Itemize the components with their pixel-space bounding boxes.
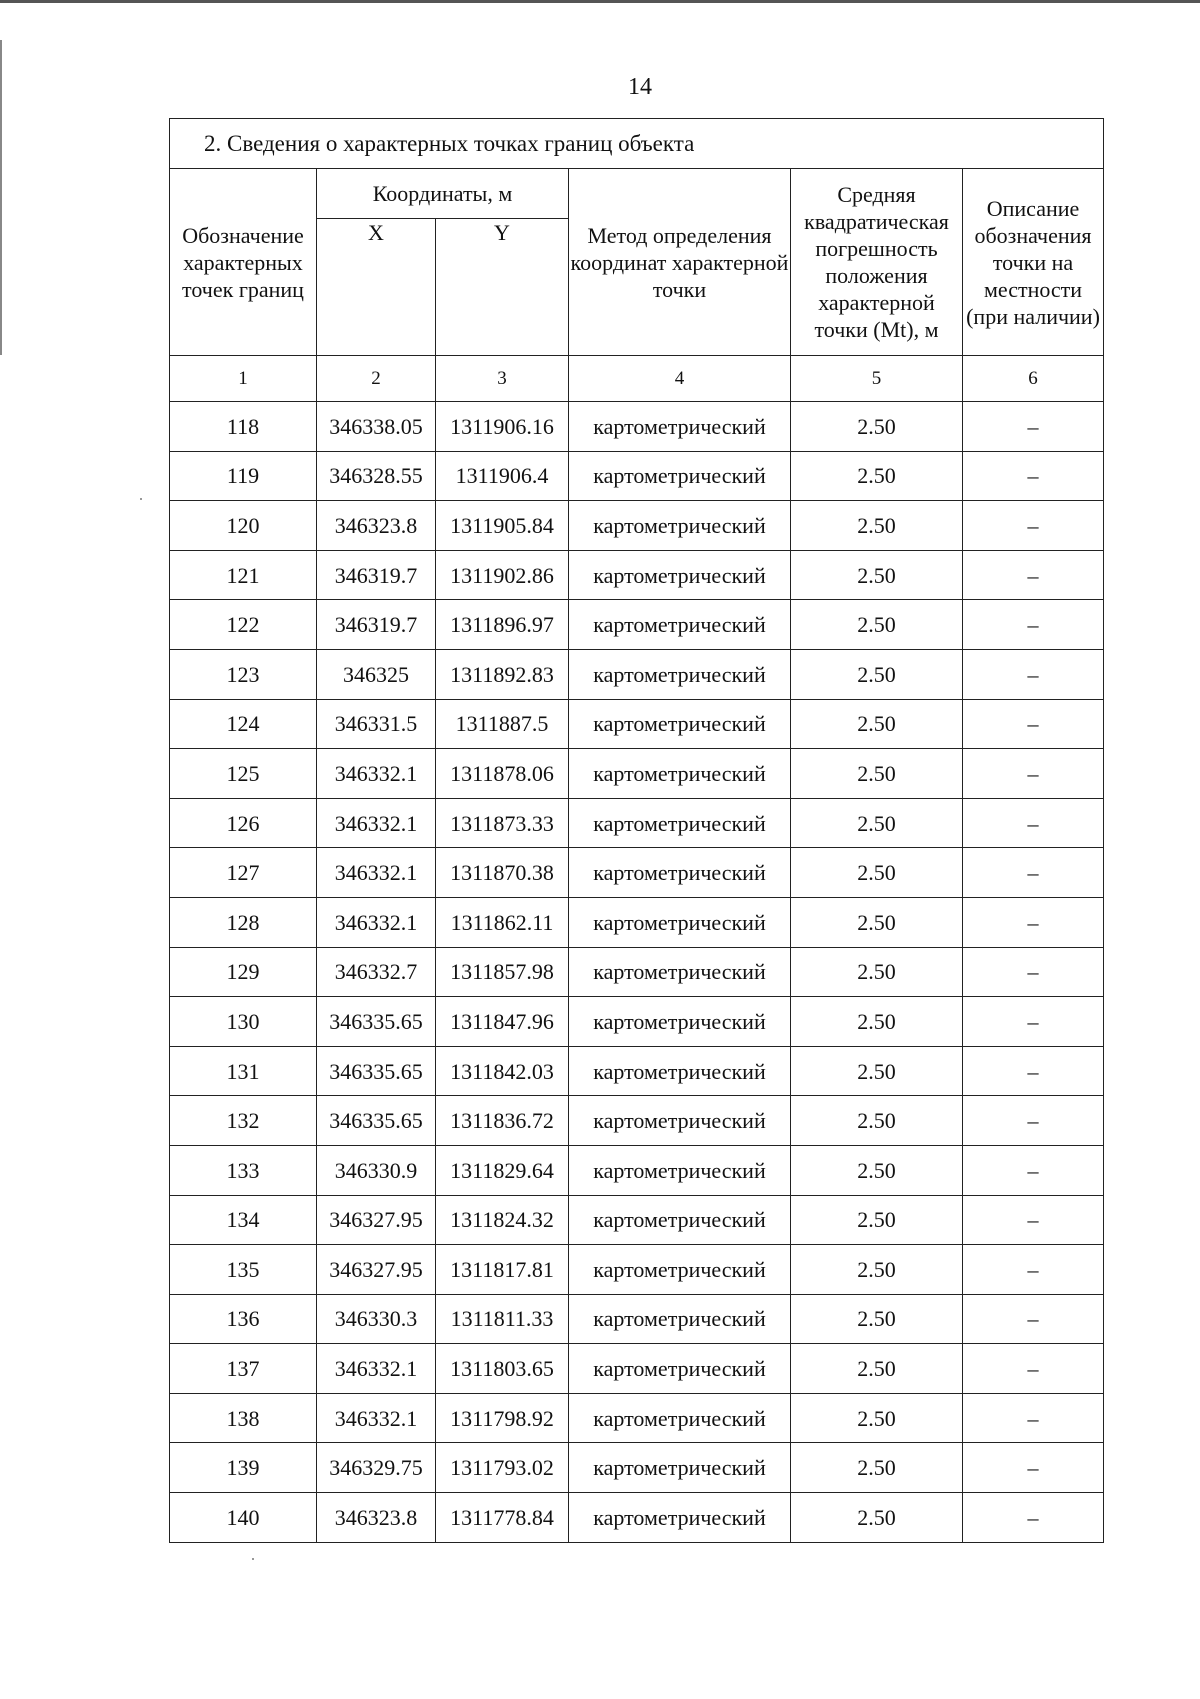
cell-x: 346327.95 <box>317 1245 436 1295</box>
cell-x: 346332.1 <box>317 848 436 898</box>
table-row <box>170 600 1104 650</box>
table-row <box>170 1393 1104 1443</box>
table-row <box>170 1493 1104 1543</box>
cell-x: 346335.65 <box>317 1046 436 1096</box>
cell-y: 1311906.4 <box>436 451 569 501</box>
cell-error: 2.50 <box>791 1245 963 1295</box>
cell-x: 346330.3 <box>317 1294 436 1344</box>
cell-y: 1311811.33 <box>436 1294 569 1344</box>
cell-method: картометрический <box>569 550 791 600</box>
cell-y: 1311887.5 <box>436 699 569 749</box>
cell-description: – <box>963 897 1104 947</box>
table-row <box>170 1294 1104 1344</box>
scan-speck <box>140 498 142 500</box>
cell-error: 2.50 <box>791 649 963 699</box>
cell-x: 346332.1 <box>317 798 436 848</box>
cell-point: 132 <box>170 1096 317 1146</box>
table-row <box>170 1195 1104 1245</box>
cell-error: 2.50 <box>791 1096 963 1146</box>
column-number: 2 <box>317 356 436 402</box>
cell-error: 2.50 <box>791 600 963 650</box>
cell-method: картометрический <box>569 1294 791 1344</box>
cell-y: 1311836.72 <box>436 1096 569 1146</box>
cell-method: картометрический <box>569 600 791 650</box>
cell-point: 130 <box>170 997 317 1047</box>
cell-method: картометрический <box>569 1344 791 1394</box>
page-number: 14 <box>628 74 652 100</box>
cell-method: картометрический <box>569 402 791 452</box>
cell-description: – <box>963 1393 1104 1443</box>
cell-method: картометрический <box>569 848 791 898</box>
cell-error: 2.50 <box>791 1393 963 1443</box>
cell-error: 2.50 <box>791 798 963 848</box>
column-number: 4 <box>569 356 791 402</box>
cell-error: 2.50 <box>791 1145 963 1195</box>
cell-point: 135 <box>170 1245 317 1295</box>
cell-description: – <box>963 451 1104 501</box>
cell-method: картометрический <box>569 649 791 699</box>
table-row <box>170 1245 1104 1295</box>
cell-point: 140 <box>170 1493 317 1543</box>
header-x: X <box>317 219 436 356</box>
cell-y: 1311896.97 <box>436 600 569 650</box>
cell-description: – <box>963 947 1104 997</box>
cell-description: – <box>963 600 1104 650</box>
cell-x: 346335.65 <box>317 1096 436 1146</box>
cell-error: 2.50 <box>791 947 963 997</box>
cell-error: 2.50 <box>791 1493 963 1543</box>
column-number: 3 <box>436 356 569 402</box>
cell-y: 1311892.83 <box>436 649 569 699</box>
table-row <box>170 699 1104 749</box>
cell-error: 2.50 <box>791 402 963 452</box>
cell-y: 1311842.03 <box>436 1046 569 1096</box>
cell-point: 136 <box>170 1294 317 1344</box>
cell-description: – <box>963 550 1104 600</box>
cell-description: – <box>963 1096 1104 1146</box>
cell-x: 346319.7 <box>317 600 436 650</box>
cell-y: 1311824.32 <box>436 1195 569 1245</box>
cell-method: картометрический <box>569 501 791 551</box>
cell-method: картометрический <box>569 1046 791 1096</box>
cell-method: картометрический <box>569 749 791 799</box>
cell-y: 1311803.65 <box>436 1344 569 1394</box>
cell-y: 1311905.84 <box>436 501 569 551</box>
cell-y: 1311902.86 <box>436 550 569 600</box>
cell-error: 2.50 <box>791 897 963 947</box>
cell-point: 123 <box>170 649 317 699</box>
cell-method: картометрический <box>569 1493 791 1543</box>
cell-description: – <box>963 699 1104 749</box>
table-row <box>170 501 1104 551</box>
cell-error: 2.50 <box>791 1294 963 1344</box>
cell-point: 139 <box>170 1443 317 1493</box>
cell-method: картометрический <box>569 1096 791 1146</box>
cell-point: 137 <box>170 1344 317 1394</box>
table-row <box>170 1096 1104 1146</box>
cell-point: 124 <box>170 699 317 749</box>
cell-description: – <box>963 749 1104 799</box>
cell-x: 346332.7 <box>317 947 436 997</box>
cell-method: картометрический <box>569 1443 791 1493</box>
header-point: Обозначение характерных точек границ <box>170 169 317 356</box>
cell-method: картометрический <box>569 947 791 997</box>
cell-error: 2.50 <box>791 848 963 898</box>
cell-point: 122 <box>170 600 317 650</box>
cell-point: 121 <box>170 550 317 600</box>
cell-description: – <box>963 402 1104 452</box>
cell-error: 2.50 <box>791 1344 963 1394</box>
cell-y: 1311817.81 <box>436 1245 569 1295</box>
table-row <box>170 649 1104 699</box>
cell-point: 129 <box>170 947 317 997</box>
cell-point: 119 <box>170 451 317 501</box>
header-coords: Координаты, м <box>317 169 569 219</box>
cell-point: 133 <box>170 1145 317 1195</box>
cell-y: 1311873.33 <box>436 798 569 848</box>
cell-description: – <box>963 1294 1104 1344</box>
table-row <box>170 451 1104 501</box>
cell-x: 346328.55 <box>317 451 436 501</box>
cell-error: 2.50 <box>791 749 963 799</box>
cell-error: 2.50 <box>791 997 963 1047</box>
cell-x: 346332.1 <box>317 1344 436 1394</box>
cell-x: 346327.95 <box>317 1195 436 1245</box>
cell-description: – <box>963 1493 1104 1543</box>
cell-description: – <box>963 1145 1104 1195</box>
cell-y: 1311906.16 <box>436 402 569 452</box>
cell-point: 125 <box>170 749 317 799</box>
cell-point: 134 <box>170 1195 317 1245</box>
cell-point: 138 <box>170 1393 317 1443</box>
table-row <box>170 749 1104 799</box>
header-error: Средняя квадратическая погрешность положения характерной точки (Mt), м <box>791 169 963 356</box>
table-row <box>170 550 1104 600</box>
cell-method: картометрический <box>569 451 791 501</box>
table-row <box>170 402 1104 452</box>
cell-method: картометрический <box>569 997 791 1047</box>
cell-method: картометрический <box>569 798 791 848</box>
table-row <box>170 1046 1104 1096</box>
cell-x: 346330.9 <box>317 1145 436 1195</box>
cell-method: картометрический <box>569 1245 791 1295</box>
cell-point: 120 <box>170 501 317 551</box>
cell-y: 1311829.64 <box>436 1145 569 1195</box>
cell-description: – <box>963 649 1104 699</box>
table-row <box>170 997 1104 1047</box>
scan-speck <box>252 1558 254 1560</box>
column-number-row <box>170 356 1104 402</box>
cell-error: 2.50 <box>791 501 963 551</box>
cell-y: 1311847.96 <box>436 997 569 1047</box>
cell-x: 346338.05 <box>317 402 436 452</box>
column-number: 6 <box>963 356 1104 402</box>
table-row <box>170 848 1104 898</box>
boundary-points-table <box>169 118 1104 1543</box>
cell-method: картометрический <box>569 1145 791 1195</box>
cell-description: – <box>963 1245 1104 1295</box>
cell-description: – <box>963 1046 1104 1096</box>
cell-method: картометрический <box>569 897 791 947</box>
cell-y: 1311862.11 <box>436 897 569 947</box>
header-method: Метод определения координат характерной точки <box>569 169 791 356</box>
cell-x: 346331.5 <box>317 699 436 749</box>
cell-description: – <box>963 1344 1104 1394</box>
cell-point: 128 <box>170 897 317 947</box>
header-description: Описание обозначения точки на местности (при наличии) <box>963 169 1104 356</box>
cell-point: 131 <box>170 1046 317 1096</box>
cell-x: 346332.1 <box>317 749 436 799</box>
cell-x: 346323.8 <box>317 1493 436 1543</box>
cell-x: 346332.1 <box>317 1393 436 1443</box>
cell-point: 118 <box>170 402 317 452</box>
header-y: Y <box>436 219 569 356</box>
cell-x: 346335.65 <box>317 997 436 1047</box>
section-title: 2. Сведения о характерных точках границ объекта <box>170 119 1104 169</box>
cell-error: 2.50 <box>791 1443 963 1493</box>
cell-x: 346329.75 <box>317 1443 436 1493</box>
cell-y: 1311878.06 <box>436 749 569 799</box>
cell-description: – <box>963 501 1104 551</box>
table-row <box>170 1443 1104 1493</box>
cell-x: 346332.1 <box>317 897 436 947</box>
cell-y: 1311798.92 <box>436 1393 569 1443</box>
cell-description: – <box>963 798 1104 848</box>
cell-y: 1311793.02 <box>436 1443 569 1493</box>
cell-point: 127 <box>170 848 317 898</box>
table-row <box>170 947 1104 997</box>
cell-point: 126 <box>170 798 317 848</box>
cell-description: – <box>963 848 1104 898</box>
cell-method: картометрический <box>569 1393 791 1443</box>
cell-x: 346325 <box>317 649 436 699</box>
table-row <box>170 1145 1104 1195</box>
cell-description: – <box>963 1195 1104 1245</box>
column-number: 1 <box>170 356 317 402</box>
table-row <box>170 897 1104 947</box>
table-row <box>170 1344 1104 1394</box>
cell-error: 2.50 <box>791 550 963 600</box>
cell-error: 2.50 <box>791 1046 963 1096</box>
cell-method: картометрический <box>569 1195 791 1245</box>
cell-error: 2.50 <box>791 699 963 749</box>
cell-error: 2.50 <box>791 1195 963 1245</box>
cell-x: 346323.8 <box>317 501 436 551</box>
cell-y: 1311857.98 <box>436 947 569 997</box>
scan-top-edge <box>0 0 1200 3</box>
table-body <box>170 402 1104 1543</box>
cell-y: 1311870.38 <box>436 848 569 898</box>
cell-error: 2.50 <box>791 451 963 501</box>
cell-method: картометрический <box>569 699 791 749</box>
table-row <box>170 798 1104 848</box>
cell-description: – <box>963 1443 1104 1493</box>
cell-x: 346319.7 <box>317 550 436 600</box>
cell-description: – <box>963 997 1104 1047</box>
cell-y: 1311778.84 <box>436 1493 569 1543</box>
column-number: 5 <box>791 356 963 402</box>
